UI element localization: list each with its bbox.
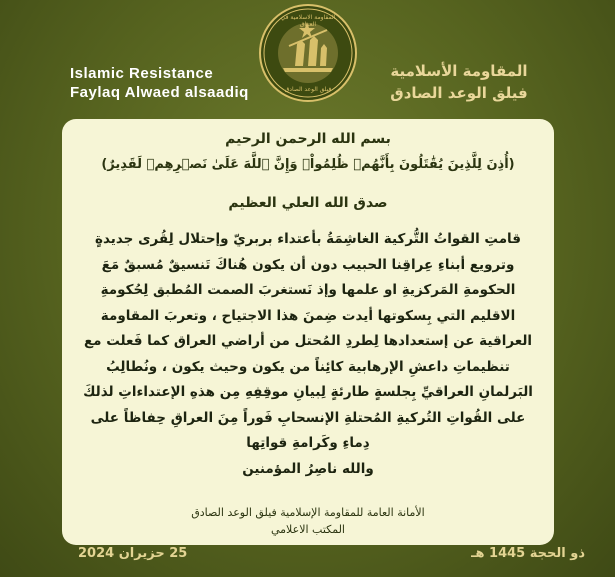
statement-body — [82, 227, 534, 482]
logo-text-bottom: فيلق الوعد الصادق — [284, 86, 332, 93]
body-line: وترويع أبناءِ عِراقِنا الحبيب دون أن يكون هُناكَ تَنسيقٌ مُسبقٌ مَعَ — [101, 256, 515, 273]
body-line: الحكومةِ المَركزيةِ او علمها وإذ نَستغربَ الصمت المُطبق لِحُكومةِ — [100, 282, 516, 298]
signature-line-1: الأمانة العامة للمقاومة الإسلامية فيلق الوعد الصادق — [191, 506, 425, 519]
body-line: البَرلمانِ العراقيِّ بِجلسةٍ طارئةٍ لِبيانِ موقِفِهِ مِن هذهِ الإعتداءاتِ لذلكَ — [83, 384, 533, 400]
body-line: تنظيماتِ داعشِ الإرهابية كائِناً من يكون وحيث يكون ، ونُطالِبُ — [106, 358, 510, 375]
body-line: الاقليم التي بِسكوتها أيدت ضِمنَ هذا الاجتياح ، وتعربَ المقاومة — [100, 307, 516, 324]
header-en-line1: Islamic Resistance — [70, 65, 214, 82]
header-english — [70, 64, 250, 102]
signature-line-2: المكتب الاعلامي — [271, 523, 345, 536]
basmala: بسم الله الرحمن الرحيم — [225, 131, 391, 147]
body-line: العراقية عن إستعدادها لِطردِ المُحتل من أراضي العراق كما فَعلت مع — [83, 333, 533, 349]
hijri-date: ذو الحجة 1445 هـ — [471, 546, 585, 561]
logo-text-top: المقاومة الاسلامية في العراق — [280, 14, 336, 28]
header-en-line2: Faylaq Alwaed alsaadiq — [70, 84, 249, 101]
body-line: قامتِ القواتُ التُّركية الغاشِمَةُ بأعتداء بربريّ وإحتلال لِقُرى جديدةٍ — [95, 231, 521, 247]
logo-emblem — [259, 4, 357, 102]
header-arabic — [349, 60, 569, 104]
header-ar-line2: فيلق الوعد الصادق — [390, 84, 528, 102]
body-line: دِماءِ وكَرامةِ قواتِها — [246, 435, 370, 451]
body-line: على القُواتِ التُركيةِ المُحتلةِ الإنسحابِ فَوراً مِنَ العراقِ حِفاظاً على — [90, 409, 526, 426]
sadaq-line: صدق الله العلي العظيم — [228, 195, 388, 211]
quran-verse: (أُذِنَ لِلَّذِينَ يُقَٰتَلُونَ بِأَنَّهُمۡ ظُلِمُواْۚ وَإِنَّ ٱللَّهَ عَلَىٰ نَصۡرِهِمۡ لَقَدِيرٌ) — [101, 157, 515, 172]
gregorian-date: 25 حزيران 2024 — [78, 546, 188, 561]
header-ar-line1: المقاومة الأسلامية — [390, 62, 528, 80]
closing-line: والله ناصِرُ المؤمنين — [242, 460, 374, 477]
statement-panel — [62, 119, 554, 545]
